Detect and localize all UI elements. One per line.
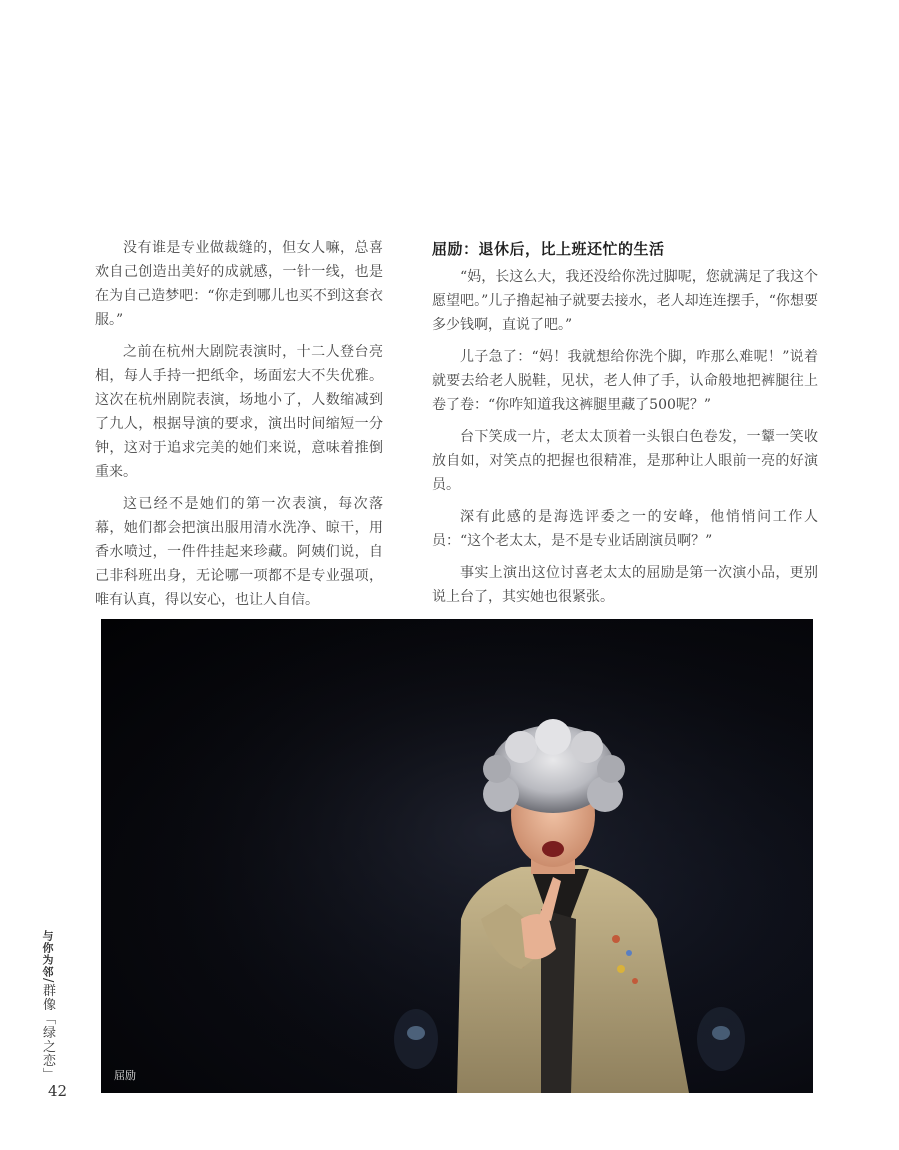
right-paragraph-5: 事实上演出这位讨喜老太太的屈励是第一次演小品，更别说上台了，其实她也很紧张。 [432, 565, 818, 605]
performer-illustration [101, 619, 813, 1093]
left-paragraph-1: 没有谁是专业做裁缝的，但女人嘛，总喜欢自己创造出美好的成就感，一针一线，也是在为自己造梦吧：“你走到哪儿也买不到这套衣服。” [95, 240, 383, 328]
page-number: 42 [48, 1082, 68, 1100]
sidebar-brand: 与你为邻 [41, 930, 54, 978]
right-paragraph-2: 儿子急了：“妈！我就想给你洗个脚，咋那么难呢！”说着就要去给老人脱鞋，见状，老人伸了手，认命般地把裤腿往上卷了卷：“你咋知道我这裤腿里藏了500呢？” [432, 349, 818, 413]
section-heading: 屈励：退休后，比上班还忙的生活 [432, 240, 665, 258]
right-paragraph-4: 深有此感的是海选评委之一的安峰，他悄悄问工作人员：“这个老太太，是不是专业话剧演员啊？” [432, 509, 818, 549]
sidebar-label [38, 930, 68, 1080]
left-column [95, 236, 383, 652]
sidebar-section: /群像「绿之恋」 [40, 978, 55, 1082]
right-paragraph-1: “妈，长这么大，我还没给你洗过脚呢，您就满足了我这个愿望吧。”儿子撸起袖子就要去接水，老人却连连摆手，“你想要多少钱啊，直说了吧。” [432, 269, 818, 333]
right-paragraph-3: 台下笑成一片，老太太顶着一头银白色卷发，一颦一笑收放自如，对笑点的把握也很精准，是那种让人眼前一亮的好演员。 [432, 429, 818, 493]
left-paragraph-3: 这已经不是她们的第一次表演，每次落幕，她们都会把演出服用清水洗净、晾干，用香水喷过，一件件挂起来珍藏。阿姨们说，自己非科班出身，无论哪一项都不是专业强项，唯有认真，得以安心，也让人自信。 [95, 496, 383, 608]
performer-photo [101, 619, 813, 1093]
left-paragraph-2: 之前在杭州大剧院表演时，十二人登台亮相，每人手持一把纸伞，场面宏大不失优雅。这次在杭州剧院表演，场地小了，人数缩减到了九人，根据导演的要求，演出时间缩短一分钟，这对于追求完美的她们来说，意味着推倒重来。 [95, 344, 383, 480]
photo-caption: 屈励 [114, 1069, 136, 1082]
right-column [432, 237, 818, 617]
sidebar-text [38, 930, 57, 1081]
